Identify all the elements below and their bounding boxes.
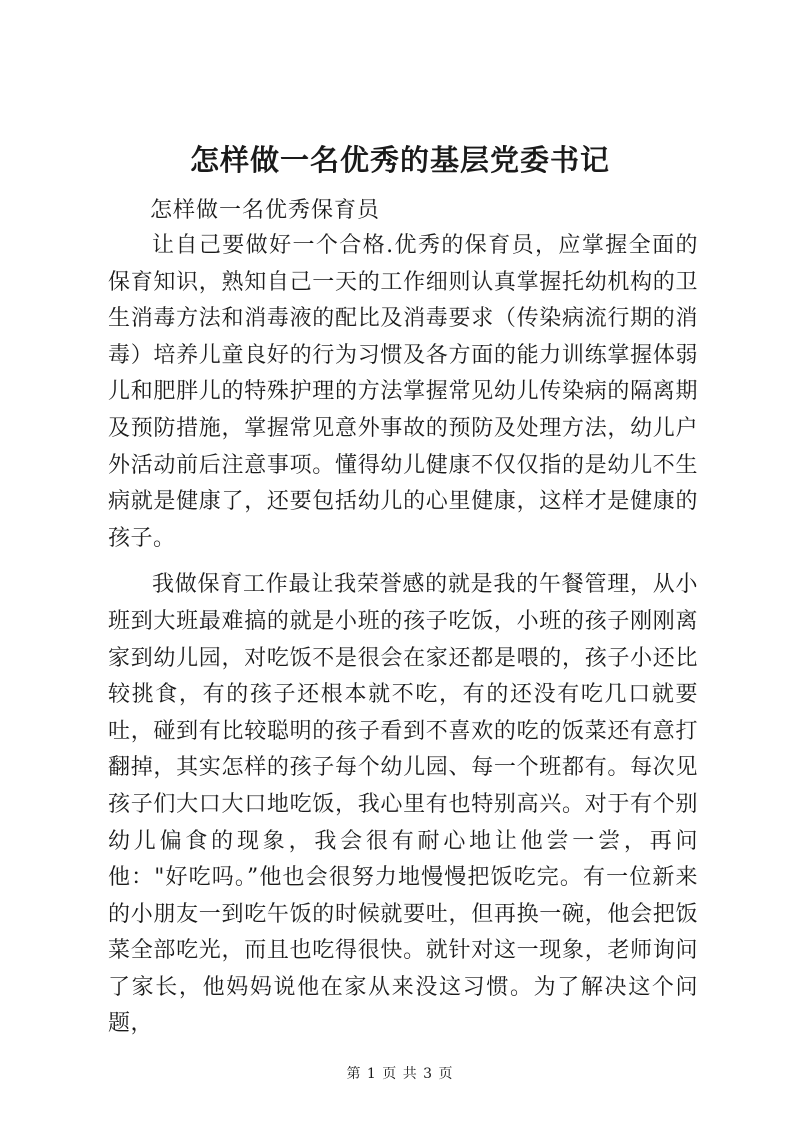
page-title: 怎样做一名优秀的基层党委书记 <box>189 143 610 177</box>
page-footer: 第 1 页 共 3 页 <box>346 1066 454 1082</box>
body-paragraph: 让自己要做好一个合格.优秀的保育员，应掌握全面的保育知识，熟知自己一天的工作细则认真掌握托幼机构的卫生消毒方法和消毒液的配比及消毒要求（传染病流行期的消毒）培养儿童良好的行为习惯及各方面的能力训练掌握体弱儿和肥胖儿的特殊护理的方法掌握常见幼儿传染病的隔离期及预防措施，掌握常见意外事故的预防及处理方法，幼儿户外活动前后注意事项。懂得幼儿健康不仅仅指的是幼儿不生病就是健康了，还要包括幼儿的心里健康，这样才是健康的孩子。 <box>108 233 698 551</box>
body-paragraph: 我做保育工作最让我荣誉感的就是我的午餐管理，从小班到大班最难搞的就是小班的孩子吃饭，小班的孩子刚刚离家到幼儿园，对吃饭不是很会在家还都是喂的，孩子小还比较挑食，有的孩子还根本就不吃，有的还没有吃几口就要吐，碰到有比较聪明的孩子看到不喜欢的吃的饭菜还有意打翻掉，其实怎样的孩子每个幼儿园、每一个班都有。每次见孩子们大口大口地吃饭，我心里有也特别高兴。对于有个别幼儿偏食的现象，我会很有耐心地让他尝一尝，再问他："好吃吗。”他也会很努力地慢慢把饭吃完。有一位新来的小朋友一到吃午饭的时候就要吐，但再换一碗，他会把饭菜全部吃光，而且也吃得很快。就针对这一现象，老师询问了家长，他妈妈说他在家从来没这习惯。为了解决这个问题， <box>108 572 698 1037</box>
document-body <box>108 228 698 1043</box>
document-subtitle: 怎样做一名优秀保育员 <box>150 198 381 223</box>
